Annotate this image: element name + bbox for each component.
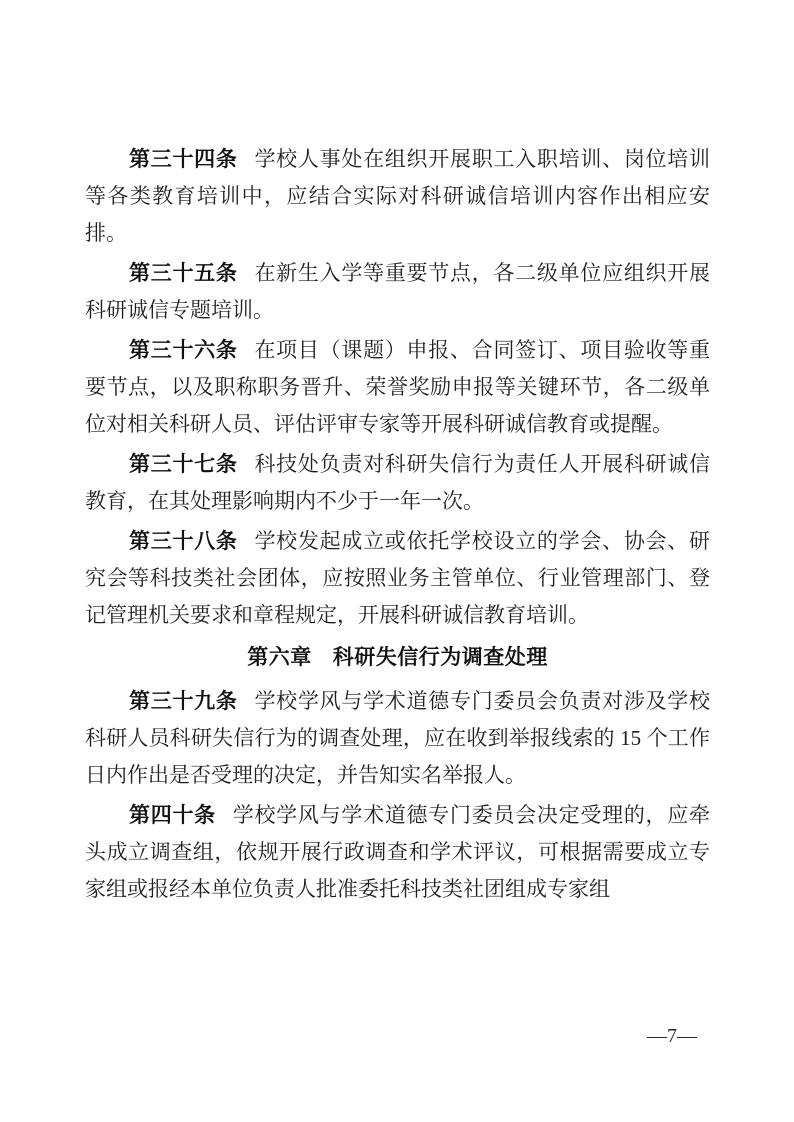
article-34-number: 第三十四条 [129,148,238,171]
article-36-paragraph [85,332,710,443]
article-35-number: 第三十五条 [129,262,238,285]
article-35-paragraph [85,255,710,329]
article-39-number: 第三十九条 [129,690,238,713]
page-footer [647,1023,697,1049]
article-40-number: 第四十条 [129,804,216,827]
article-38-text: 学校发起成立或依托学校设立的学会、协会、研究会等科技类社会团体，应按照业务主管单位、行业管理部门、登记管理机关要求和章程规定，开展科研诚信教育培训。 [85,529,710,627]
chapter-number: 第六章 [247,646,312,669]
article-37-text: 科技处负责对科研失信行为责任人开展科研诚信教育，在其处理影响期内不少于一年一次。 [85,452,710,513]
article-36-text: 在项目（课题）申报、合同签订、项目验收等重 要节点，以及职称职务晋升、荣誉奖励申报等关键环节，各二级单位对相关科研人员、评估评审专家等开展科研诚信教育或提醒。 [85,338,710,436]
article-38-number: 第三十八条 [129,530,238,553]
document-content [85,141,710,911]
article-37-number: 第三十七条 [129,453,238,476]
chapter-title: 科研失信行为调查处理 [332,646,548,669]
article-39-text: 学校学风与学术道德专门委员会负责对涉及学校科研人员科研失信行为的调查处理，应在收到举报线索的 15 个工作日内作出是否受理的决定，并告知实名举报人。 [85,689,710,787]
article-39-paragraph [85,683,710,794]
chapter-heading [85,639,710,676]
page-number: —7— [647,1025,697,1047]
article-36-number: 第三十六条 [129,339,238,362]
article-40-text: 学校学风与学术道德专门委员会决定受理的，应牵头成立调查组，依规开展行政调查和学术评议，可根据需要成立专家组或报经本单位负责人批准委托科技类社团组成专家组 [85,803,711,901]
article-38-paragraph [85,523,710,634]
article-35-text: 在新生入学等重要节点，各二级单位应组织开展科研诚信专题培训。 [85,261,710,322]
article-34-text: 学校人事处在组织开展职工入职培训、岗位培训等各类教育培训中，应结合实际对科研诚信培训内容作出相应安排。 [85,147,710,245]
article-40-paragraph [85,797,710,908]
article-37-paragraph [85,446,710,520]
article-34-paragraph [85,141,710,252]
